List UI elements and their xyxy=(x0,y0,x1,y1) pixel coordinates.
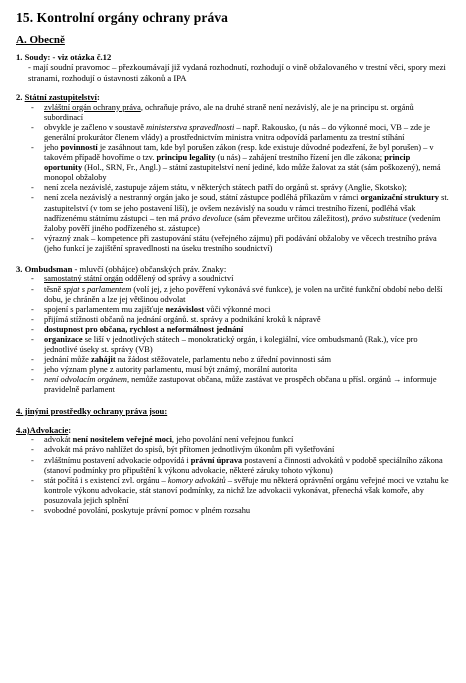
section-4-heading xyxy=(16,406,452,416)
list-item xyxy=(14,365,452,375)
list-item xyxy=(14,315,452,325)
item-text: ministerstva spravedlnosti xyxy=(146,122,235,132)
list-item xyxy=(14,123,452,143)
item-text: svobodné povolání, poskytuje právní pomoc v plném rozsahu xyxy=(44,506,251,516)
item-text: zvláštní orgán ochrany práva xyxy=(44,102,141,112)
item-text: přijímá stížnosti občanů na jednání orgánů. st. správy a podnikání kroků k nápravě xyxy=(44,314,321,324)
item-text: st. zastupitelství (v tom se jeho postavení liší), je ovšem nezávislý na soudu v rámci trestního řízení, podléhá však nadřízenému státnímu zástupci – ten má xyxy=(44,193,449,223)
section-3-list xyxy=(14,274,452,395)
item-text: není odvolacím orgánem xyxy=(44,375,127,385)
item-text: , ochraňuje právo, ale na druhé straně není nezávislý, ale je na principu st. orgánů subordinací xyxy=(44,102,414,122)
section-1-heading xyxy=(16,52,452,62)
item-text: těsně xyxy=(44,284,64,294)
item-text: – např. Rakousko, (u nás – do výkonné moci, VB – zde je generální prokurátor členem vlády) a prostřednictvím ministra vnitra odpovídá parlamentu za trestní stíhání xyxy=(44,122,430,142)
section-4a-colon: : xyxy=(68,424,72,435)
item-text: , nemůže zastupovat občana, může zastávat ve prospěch občana u přísl. orgánů → informuje pravidelně parlament xyxy=(44,375,437,395)
item-text: je zasáhnout tam, kde byl porušen zákon (resp. kde existuje důvodné podezření, že byl porušen) – v takovém případě hovoříme o tzv. xyxy=(44,143,434,163)
list-item xyxy=(14,183,452,193)
page-title: 15. Kontrolní orgány ochrany práva xyxy=(16,10,229,25)
list-item xyxy=(14,325,452,335)
section-2-label: Státní zastupitelství xyxy=(24,92,97,103)
item-text: povinností xyxy=(60,143,98,152)
section-1-number: 1. xyxy=(16,52,23,62)
list-item xyxy=(14,506,452,516)
section-3-rest: - mluvčí (obhájce) občanských práv. Znaky: xyxy=(72,264,227,275)
list-item xyxy=(14,476,452,506)
item-text: obvykle je začleno v soustavě xyxy=(44,122,147,132)
item-text: není zcela nezávislý a nestranný orgán jako je soud, státní zástupce podléhá příkazům v rámci xyxy=(44,193,361,203)
item-text: právní úprava xyxy=(190,455,243,465)
section-a-heading: A. Obecně xyxy=(16,34,65,46)
section-1-label: Soudy xyxy=(24,52,48,62)
item-text: (Hol., SRN, Fr., Angl.) – státní zastupitelství není jediné, kdo může žalovat za stát (sám poškozený), nemá monopol obžaloby xyxy=(44,163,441,183)
list-item xyxy=(14,234,452,254)
list-item xyxy=(14,355,452,365)
item-text: komory advokátů xyxy=(167,475,226,485)
item-text: zahájit xyxy=(90,355,116,365)
section-2-colon: : xyxy=(96,92,100,103)
list-item xyxy=(14,193,452,233)
list-item xyxy=(14,305,452,315)
item-text: jednání může xyxy=(44,355,91,365)
item-text: není zcela nezávislé, zastupuje zájem státu, v některých státech patří do orgánů st. správy (Anglie, Skotsko); xyxy=(44,183,407,193)
item-text: stát počítá i s existencí zvl. orgánu – xyxy=(44,475,168,485)
list-item xyxy=(14,274,452,284)
item-text: (volí jej, z jeho pověření vykonává své funkce), je volen na určité funkční období nebo delší dobu, je chráněn a lze jej většinou odvolat xyxy=(44,284,443,304)
item-text: jeho význam plyne z autority parlamentu, musí být známý, morální autorita xyxy=(44,365,298,375)
item-text: jeho xyxy=(44,143,61,152)
section-3-heading xyxy=(16,264,452,274)
item-text: (vedením žaloby pověří jiného podřízeného st. zástupce) xyxy=(44,213,441,233)
item-text: výrazný znak – kompetence při zastupování státu (veřejného zájmu) při podávání obžaloby ve věcech trestního práva (jeho funkcí je zajištění spravedlnosti na úseku trestního soudnictví) xyxy=(44,233,437,253)
item-text: organizační struktury xyxy=(360,193,439,203)
item-text: právo substituce xyxy=(351,213,407,223)
item-text: se liší v jednotlivých státech – monokratický orgán, i kolegiální, více ombudsmanů (Rak.), více pro jednotlivé úseky st. správy (VB) xyxy=(44,335,418,355)
item-text: vůči výkonné moci xyxy=(204,304,271,314)
list-item xyxy=(14,375,452,395)
item-text: organizace xyxy=(44,335,83,344)
item-text: spojení s parlamentem mu zajišťuje xyxy=(44,304,166,314)
item-text: samostatný státní orgán xyxy=(44,274,123,284)
item-text: postavení a činnosti advokátů v podobě speciálního zákona (stanoví podmínky pro připuštění k výkonu advokacie, některé záruky tohoto výkonu) xyxy=(44,455,443,475)
section-3-label: Ombudsman xyxy=(24,264,73,275)
item-text: není nositelem veřejné moci xyxy=(72,435,172,445)
section-4a-list xyxy=(14,435,452,516)
item-text: advokát má právo nahlížet do spisů, být přítomen jednotlivým úkonům při vyšetřování xyxy=(44,445,335,455)
list-item xyxy=(14,103,452,123)
section-1-reference: : - viz otázka č.12 xyxy=(47,52,112,62)
item-text: dostupnost pro občana, rychlost a neformálnost jednání xyxy=(44,324,244,334)
item-text: oddělený od správy a soudnictví xyxy=(122,274,234,284)
item-text: (sám převezme určitou záležitost), xyxy=(232,213,352,223)
list-item xyxy=(14,456,452,476)
item-text: zvláštnímu postavení advokacie odpovídá i xyxy=(44,455,191,465)
list-item xyxy=(14,435,452,445)
item-text: – svěřuje mu některá oprávnění orgánu veřejné moci ve vztahu ke kontrole výkonu advokacie, stát stanoví podmínky, za nichž lze advokacii vykonávat, přenechá však komoře, aby posuzovala jejich splnění xyxy=(44,475,449,505)
item-text: principu legality xyxy=(156,153,216,163)
item-text: spjat s parlamentem xyxy=(63,284,132,294)
list-item xyxy=(14,445,452,455)
item-text: princip oportunity xyxy=(44,153,411,173)
item-text: (u nás) – zahájení trestního řízení jen dle zákona; xyxy=(215,153,385,163)
item-text: , jeho povolání není veřejnou funkcí xyxy=(171,435,294,445)
item-text: na žádost stěžovatele, parlamentu nebo z úřední povinnosti sám xyxy=(115,355,331,365)
section-2-heading xyxy=(16,92,452,102)
section-3-number: 3. xyxy=(16,264,23,275)
section-2-number: 2. xyxy=(16,92,23,103)
section-1-text: - mají soudní pravomoc – přezkoumávají již vydaná rozhodnutí, rozhodují o vině obžalovaného v trestní věci, spory mezi stranami, rozhodují o ústavnosti zákonů a IPA xyxy=(28,62,446,83)
item-text: advokát xyxy=(44,435,73,445)
section-4-label: 4. jinými prostředky ochrany práva jsou: xyxy=(16,405,168,416)
section-4a-number: 4.a) xyxy=(16,424,30,435)
item-text: nezávislost xyxy=(165,304,205,314)
section-4a-label: Advokacie xyxy=(29,424,69,435)
list-item xyxy=(14,335,452,355)
section-2-list xyxy=(14,103,452,254)
item-text: právo devoluce xyxy=(180,213,233,223)
list-item xyxy=(14,143,452,183)
list-item xyxy=(14,285,452,305)
section-4a-heading xyxy=(16,425,452,435)
